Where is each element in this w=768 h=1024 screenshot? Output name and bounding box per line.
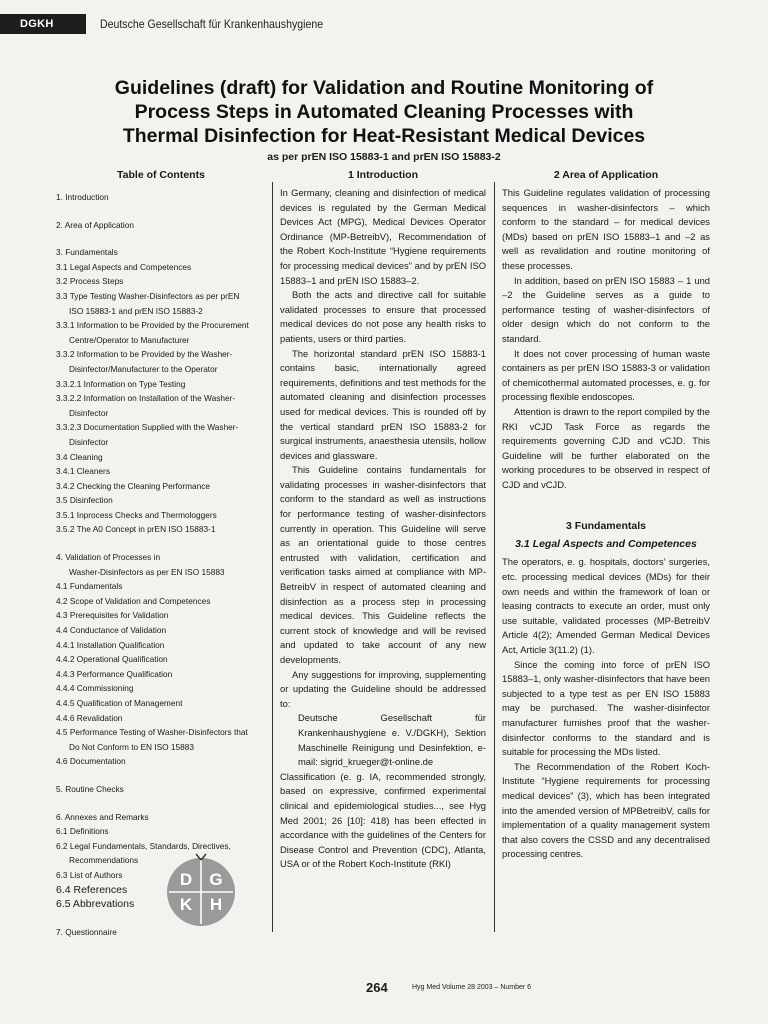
toc-item[interactable]: 4.3 Prerequisites for Validation	[56, 610, 169, 621]
toc-item[interactable]: 4.4.5 Qualification of Management	[56, 698, 183, 708]
toc-item[interactable]: 4.4.6 Revalidation	[56, 712, 123, 723]
toc-item[interactable]: 3.3.2.3 Documentation Supplied with the Washer-	[56, 422, 239, 433]
toc-item[interactable]: 3.5 Disinfection	[56, 495, 113, 506]
intro-paragraph-5: Any suggestions for improving, supplementing or updating the Guideline should be addressed to:	[280, 668, 486, 709]
contact-address: Deutsche Gesellschaft für Krankenhaushygiene e. V./DGKH), Sektion Maschinelle Reinigung und Desinfektion, e-mail: sigrid_krueger@t-online.de	[298, 712, 486, 768]
table-of-contents	[56, 168, 266, 939]
toc-item[interactable]: 6. Annexes and Remarks	[56, 811, 149, 822]
title-line-1: Guidelines (draft) for Validation and Routine Monitoring of	[114, 77, 654, 99]
toc-item[interactable]: 4.1 Fundamentals	[56, 581, 123, 592]
area-paragraph-2: In addition, based on prEN ISO 15883 – 1 und –2 the Guideline serves as a guide to performance testing of washer-disinfectors of older design which do not conform to the standard.	[502, 274, 710, 344]
fundamentals-heading: 3 Fundamentals	[566, 520, 646, 533]
toc-item[interactable]: 3.4.2 Checking the Cleaning Performance	[56, 480, 211, 491]
toc-heading: Table of Contents	[117, 169, 205, 181]
toc-item[interactable]: 6.5 Abbrevations	[56, 898, 135, 911]
column-divider-2	[494, 182, 495, 932]
toc-item[interactable]: 3.3.2.2 Information on Installation of the Washer-	[56, 393, 236, 404]
fundamentals-subheading: 3.1 Legal Aspects and Competences	[515, 538, 697, 551]
fundamentals-paragraph-2: Since the coming into force of prEN ISO 15883–1, only washer-disinfectors that have been subjected to a type test as per EN ISO 15883 may be purchased. The washer-disinfector manufacturer furnishes proof that the washer-disinfector conforms to the standard and is suitable for processing the MDs listed.	[502, 658, 710, 758]
area-paragraph-1: This Guideline regulates validation of processing sequences in washer-disinfectors – which conform to the standard – for medical devices (MDs) based on prEN ISO 15883–1 and –2 as well as revalidation and routine monitoring of these processes.	[502, 187, 710, 271]
page-number: 264	[366, 980, 388, 995]
area-paragraph-4: Attention is drawn to the report compiled by the RKI vCJD Task Force as regards the requirements governing CJD and vCJD. This Guideline will be further elaborated on the working procedures to be observed in respect of CJD and vCJD.	[502, 405, 710, 490]
toc-item[interactable]: 3.3.2 Information to be Provided by the Washer-	[56, 349, 233, 360]
toc-item[interactable]: Recommendations	[69, 855, 139, 866]
header-bar	[0, 14, 768, 34]
toc-item[interactable]: Washer-Disinfectors as per EN ISO 15883	[69, 566, 225, 577]
intro-paragraph-1: In Germany, cleaning and disinfection of medical devices is regulated by the German Medical Devices Act (MPG), Medical Devices Operator Ordinance (MP-BetreibV), Recommendation of the Robert Koch-Institute “Hygiene requirements for processing medical devices” and by prEN ISO 15883–1 and prEN ISO 15883–2.	[280, 187, 486, 286]
toc-item[interactable]: 3. Fundamentals	[56, 247, 118, 258]
toc-item[interactable]: 6.1 Definitions	[56, 826, 109, 837]
title-line-2: Process Steps in Automated Cleaning Processes with	[134, 101, 634, 123]
toc-item[interactable]: 3.4 Cleaning	[56, 451, 103, 462]
subtitle: as per prEN ISO 15883-1 and prEN ISO 15883-2	[267, 151, 501, 163]
toc-item[interactable]: ISO 15883-1 and prEN ISO 15883-2	[69, 305, 203, 316]
toc-item[interactable]: 4.4 Conductance of Validation	[56, 625, 167, 636]
brand-full-name: Deutsche Gesellschaft für Krankenhaushygiene	[100, 17, 324, 31]
toc-item[interactable]: Disinfector	[69, 407, 109, 418]
toc-item[interactable]: 4.4.3 Performance Qualification	[56, 668, 173, 679]
toc-item[interactable]: 3.3.2.1 Information on Type Testing	[56, 378, 186, 389]
toc-item[interactable]: 6.3 List of Authors	[56, 869, 123, 880]
toc-item[interactable]: 4. Validation of Processes in	[56, 552, 161, 563]
fundamentals-paragraph-1: The operators, e. g. hospitals, doctors’ surgeries, etc. processing medical devices (MDs) for their own needs and within the framework of loan or leasing contracts to execute an order, must only use suitable, validated processes (MP-BetreibV Article 4(2); Amended German Medical Devices Act, Article 3(11.2) (1).	[502, 556, 710, 656]
toc-item[interactable]: 2. Area of Application	[56, 219, 134, 230]
logo-letter-h: H	[209, 895, 223, 914]
toc-item[interactable]: 1. Introduction	[56, 192, 109, 202]
toc-item[interactable]: 4.5 Performance Testing of Washer-Disinfectors that	[56, 727, 248, 738]
brand-label: DGKH	[0, 14, 86, 34]
toc-item[interactable]: 6.2 Legal Fundamentals, Standards, Directives,	[56, 840, 231, 851]
toc-item[interactable]: 3.3 Type Testing Washer-Disinfectors as per prEN	[56, 290, 240, 301]
journal-reference: Hyg Med Volume 28 2003 – Number 6	[412, 984, 532, 991]
area-paragraph-3: It does not cover processing of human waste containers as per prEN ISO 15883-3 or validation of chemicothermal automated processes, e. g. for processing flexible endoscopes.	[502, 347, 710, 403]
toc-item[interactable]: 7. Questionnaire	[56, 926, 117, 937]
fundamentals-paragraph-3: The Recommendation of the Robert Koch-Institute “Hygiene requirements for processing medical devices” (3), which has been integrated into the amended version of MPBetreibV, calls for implementation of a quality management system that also covers the CSSD and any decentralised processing centres.	[502, 760, 710, 860]
intro-paragraph-6: Classification (e. g. IA, recommended strongly, based on expressive, confirmed experimental clinical and epidemiological studies..., see Hyg Med 2001; 26 [10]: 418) has been effected in accordance with the guidelines of the Centers for Disease Control and Prevention (CDC), Atlanta, USA or of the Robert Koch-Institute (RKI)	[280, 770, 486, 870]
toc-item[interactable]: 6.4 References	[56, 883, 128, 896]
intro-paragraph-2: Both the acts and directive call for suitable validated processes to ensure that processed medical devices do not pose any health risks to patients, users or third parties.	[280, 289, 486, 344]
toc-item[interactable]: 3.2 Process Steps	[56, 276, 124, 287]
toc-item[interactable]: 3.5.2 The A0 Concept in prEN ISO 15883-1	[56, 524, 216, 535]
logo-letter-k: K	[179, 895, 193, 914]
intro-paragraph-3: The horizontal standard prEN ISO 15883-1 contains basic, internationally agreed requirements, definitions and test methods for the automated cleaning and disinfection processes used for medical devices. This is rounded off by the vertical standard prEN ISO 15883-2 for surgical instruments, anaesthesia utensils, hollow devices and glassware.	[280, 347, 486, 461]
dgkh-logo	[163, 852, 239, 928]
toc-item[interactable]: 3.1 Legal Aspects and Competences	[56, 261, 192, 272]
toc-item[interactable]: Do Not Conform to EN ISO 15883	[69, 741, 194, 752]
toc-item[interactable]: 5. Routine Checks	[56, 783, 124, 794]
logo-letter-d: D	[179, 870, 193, 889]
area-heading: 2 Area of Application	[553, 169, 659, 181]
toc-item[interactable]: Centre/Operator to Manufacturer	[69, 334, 190, 345]
toc-item[interactable]: 4.2 Scope of Validation and Competences	[56, 595, 211, 606]
right-column	[502, 168, 710, 862]
toc-item[interactable]: 4.4.4 Commissioning	[56, 683, 134, 694]
toc-item[interactable]: Disinfector/Manufacturer to the Operator	[69, 363, 218, 374]
toc-item[interactable]: 4.4.1 Installation Qualification	[56, 639, 165, 650]
column-divider-1	[272, 182, 273, 932]
toc-item[interactable]: Disinfector	[69, 436, 109, 447]
toc-item[interactable]: 3.5.1 Inprocess Checks and Thermologgers	[56, 509, 217, 520]
introduction-column	[280, 168, 486, 872]
title-line-3: Thermal Disinfection for Heat-Resistant Medical Devices	[122, 125, 646, 147]
toc-item[interactable]: 3.3.1 Information to be Provided by the Procurement	[56, 320, 249, 331]
toc-item[interactable]: 4.4.2 Operational Qualification	[56, 654, 168, 665]
intro-paragraph-4: This Guideline contains fundamentals for validating processes in washer-disinfectors that conform to the standard as well as instructions for performance testing of washer-disinfectors currently in operation. This Guideline will serve as an orientational guide to those centres entrusted with validation, certification and verification tasks aimed at compliance with MP-BetreibV in respect of automated cleaning and disinfection as a process step in processing medical devices. This Guideline reflects the current stock of knowledge and will be revised and updated to take account of any new developments.	[280, 464, 486, 665]
toc-item[interactable]: 3.4.1 Cleaners	[56, 466, 110, 477]
toc-item[interactable]: 4.6 Documentation	[56, 756, 126, 767]
logo-letter-g: G	[209, 870, 223, 889]
title-block	[40, 76, 728, 163]
intro-heading: 1 Introduction	[348, 169, 418, 181]
